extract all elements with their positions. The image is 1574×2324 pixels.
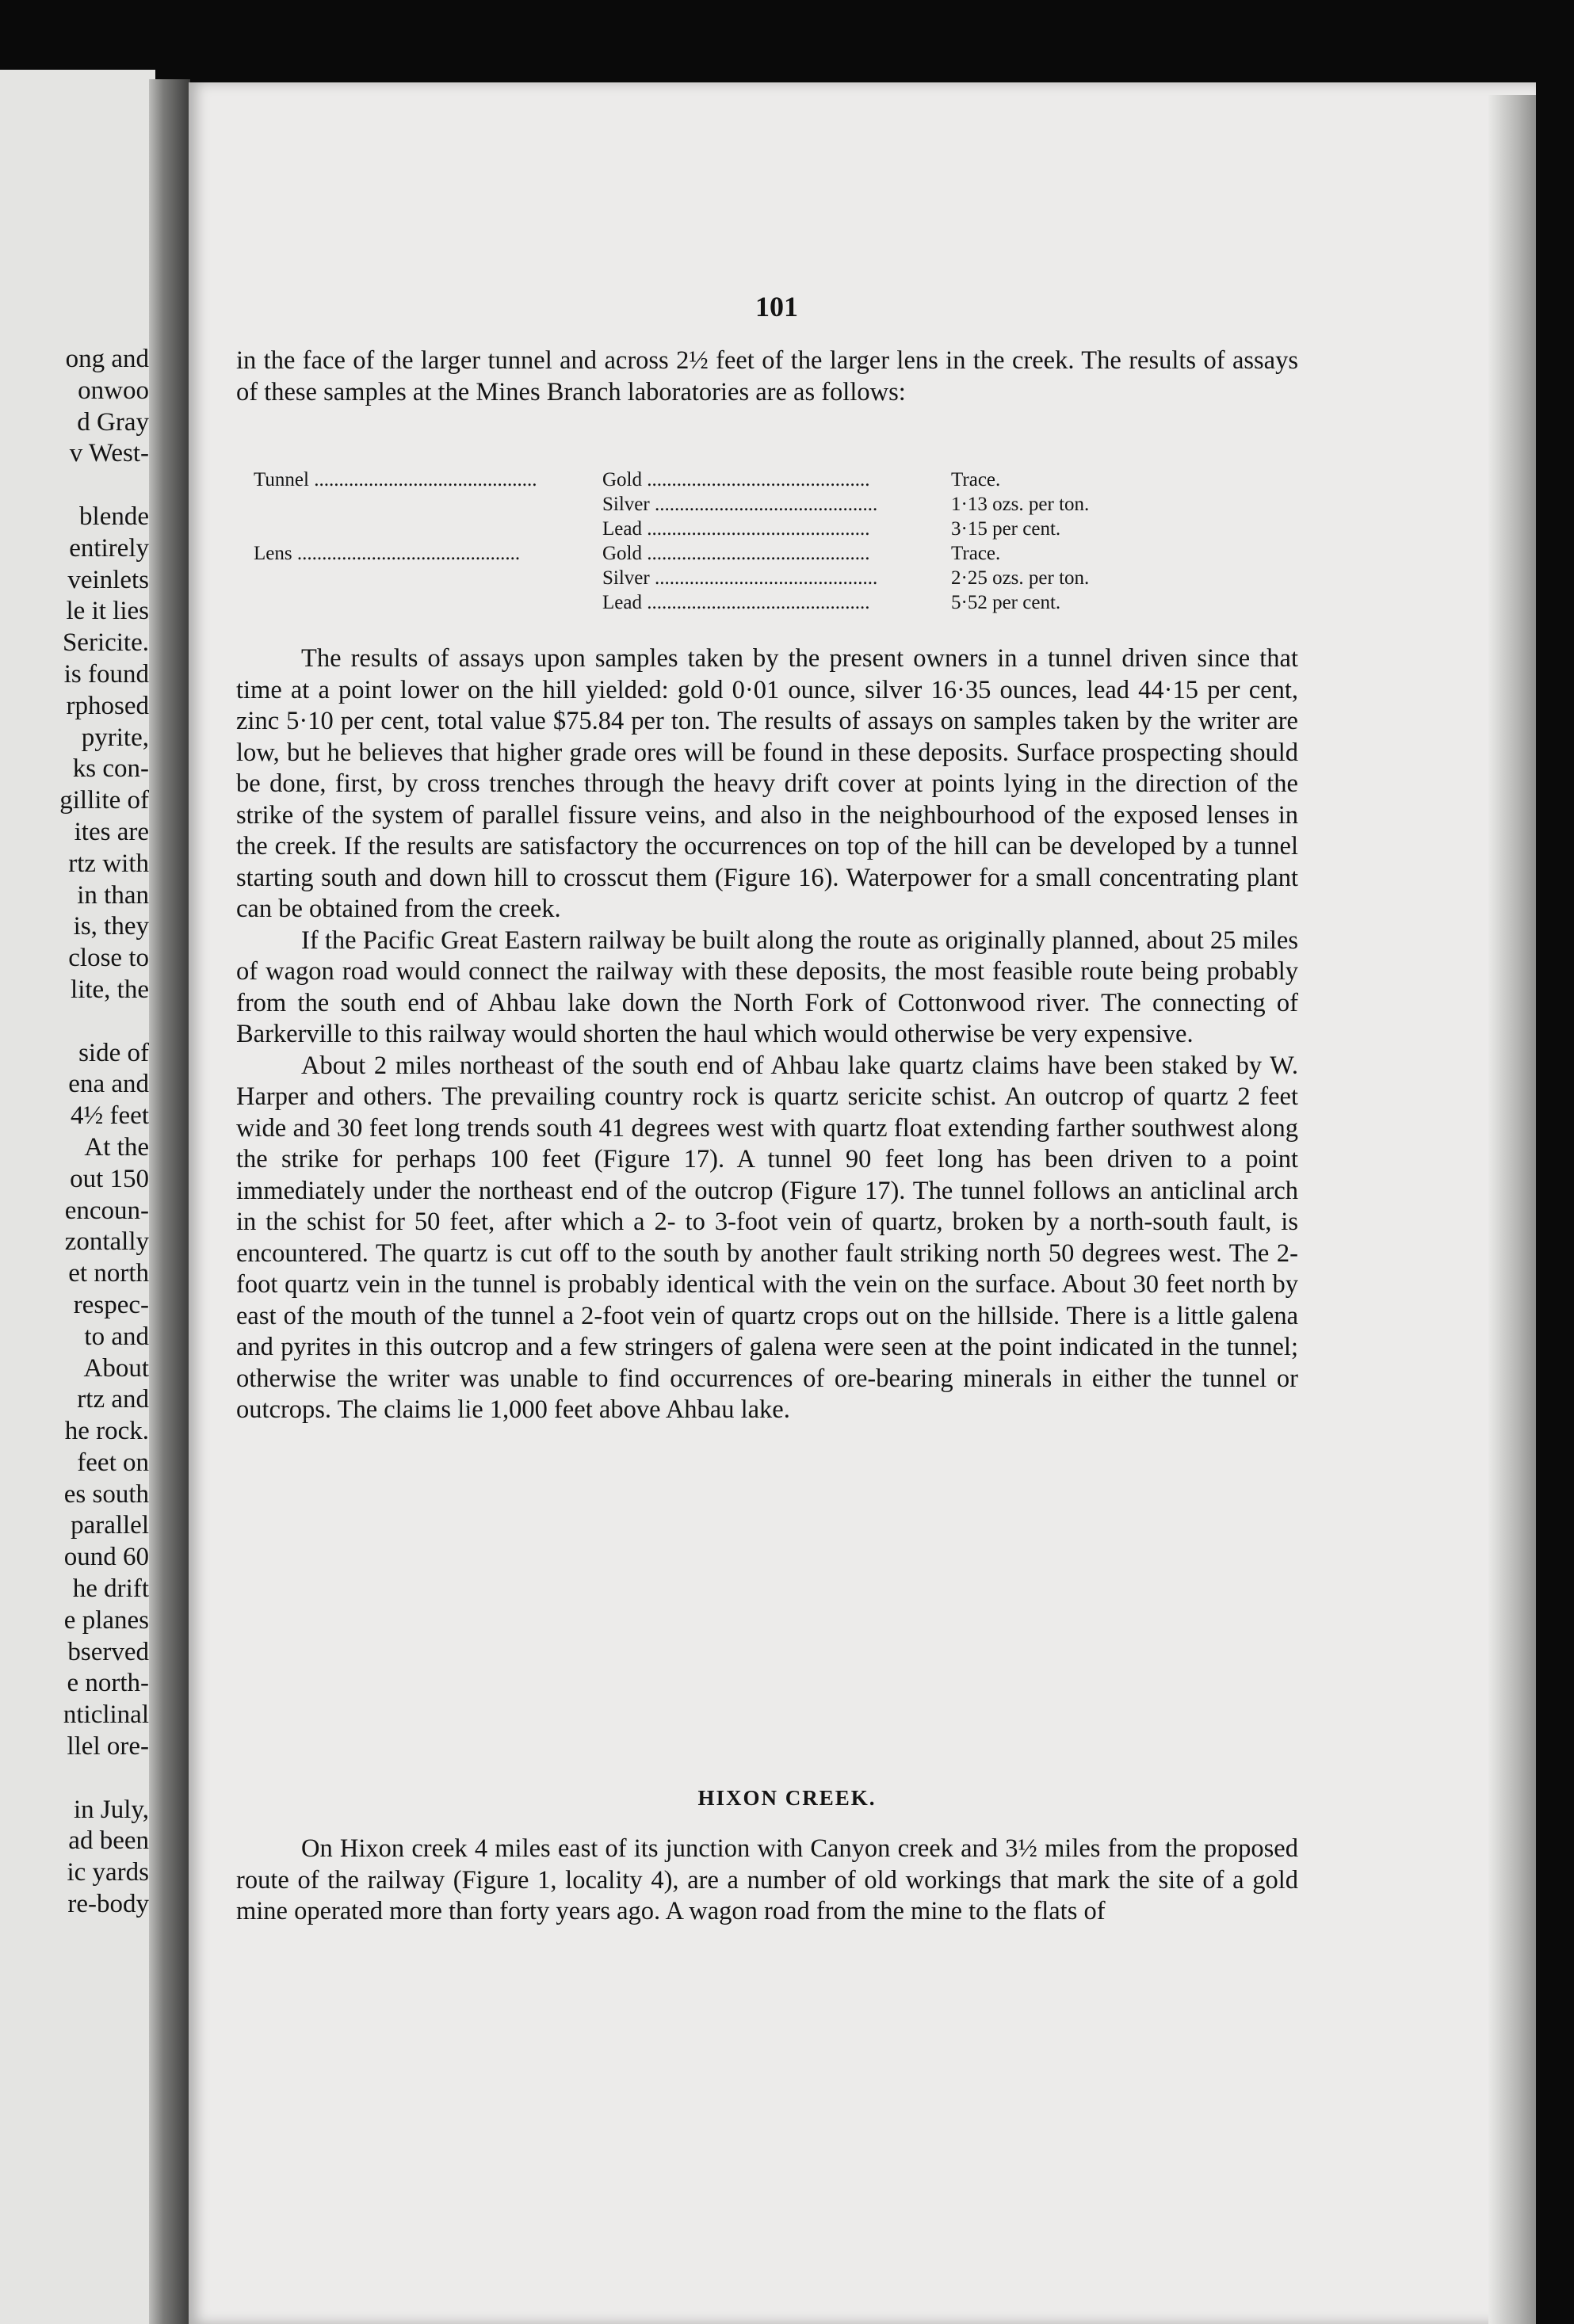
left-page-line: rtz and bbox=[77, 1385, 149, 1414]
assay-row bbox=[254, 590, 1205, 615]
assay-result: 3·15 per cent. bbox=[951, 518, 1061, 540]
left-page-line: onwoo bbox=[78, 376, 149, 405]
assay-sample bbox=[254, 517, 602, 541]
left-page-line: ad been bbox=[68, 1826, 149, 1856]
assay-result: Trace. bbox=[951, 469, 1001, 490]
assay-metal: Silver ............................................. bbox=[602, 567, 878, 589]
left-page-line: zontally bbox=[64, 1227, 149, 1257]
assay-row bbox=[254, 566, 1205, 590]
left-page-line: ound 60 bbox=[63, 1543, 149, 1572]
left-page-line: parallel bbox=[71, 1511, 149, 1540]
left-page-line: ic yards bbox=[67, 1858, 149, 1887]
paragraph: On Hixon creek 4 miles east of its junction with Canyon creek and 3½ miles from the proposed route of the railway (Figure 1, locality 4), are a number of old workings that mark the site of a gold mine operated more than forty years ago. A wagon road from the mine to the flats of bbox=[236, 1834, 1298, 1925]
left-page-line: rphosed bbox=[66, 691, 149, 720]
left-page-line: respec- bbox=[73, 1290, 149, 1319]
left-page-line: re-body bbox=[67, 1890, 149, 1919]
left-page-line: out 150 bbox=[70, 1164, 149, 1193]
assay-metal: Gold ............................................. bbox=[602, 543, 870, 564]
left-page-line: he rock. bbox=[64, 1417, 149, 1446]
body-text bbox=[236, 643, 1298, 1426]
left-page-line: side of bbox=[78, 1038, 149, 1067]
page-number: 101 bbox=[755, 291, 798, 322]
assay-sample bbox=[254, 566, 602, 590]
left-page-line: ites are bbox=[74, 817, 149, 846]
assay-result: 1·13 ozs. per ton. bbox=[951, 494, 1090, 515]
left-page-line: le it lies bbox=[66, 597, 149, 626]
assay-sample bbox=[254, 590, 602, 615]
assay-row bbox=[254, 541, 1205, 566]
left-page-line: encoun- bbox=[64, 1196, 149, 1225]
left-page-line bbox=[0, 470, 149, 502]
left-facing-page bbox=[0, 70, 155, 2324]
left-page-line: nticlinal bbox=[63, 1700, 149, 1730]
left-page-line: pyrite, bbox=[81, 723, 149, 752]
assay-metal: Lead ............................................. bbox=[602, 592, 870, 613]
assay-metal: Gold ............................................. bbox=[602, 469, 870, 490]
left-page-line: e planes bbox=[63, 1605, 149, 1635]
left-page-line: he drift bbox=[72, 1574, 149, 1604]
left-page-line: in July, bbox=[73, 1795, 149, 1824]
assay-result: Trace. bbox=[951, 543, 1001, 564]
left-page-line: veinlets bbox=[67, 565, 149, 594]
page-edge-shadow bbox=[1488, 95, 1536, 2324]
paragraph: The results of assays upon samples taken by the present owners in a tunnel driven since that time at a point lower on the hill yielded: gold 0·01 ounce, silver 16·35 ounces, lead 44·15 per cent, zinc 5·10 per cent, total value $75.84 per ton. The results of assays on samples taken by the writer are low, but he believes that higher grade ores will be found in these deposits. Surface prospecting should be done, first, by cross trenches through the heavy drift cover at points lying in the direction of the strike of the system of parallel fissure veins, and also in the neighbourhood of the exposed lenses in the creek. If the results are satisfactory the occurrences on top of the hill can be developed by a tunnel starting south and down hill to crosscut them (Figure 16). Waterpower for a small concentrating plant can be obtained from the creek. bbox=[236, 644, 1298, 923]
left-page-line: feet on bbox=[77, 1448, 149, 1477]
assay-result: 2·25 ozs. per ton. bbox=[951, 567, 1090, 589]
left-page-line: bserved bbox=[67, 1637, 149, 1666]
assay-row bbox=[254, 467, 1205, 492]
left-page-line: d Gray bbox=[77, 407, 149, 437]
left-page-line: e north- bbox=[67, 1669, 149, 1698]
left-page-line: ena and bbox=[68, 1070, 149, 1099]
left-page-line: to and bbox=[84, 1322, 149, 1351]
left-page-line: lite, the bbox=[71, 975, 149, 1004]
assay-sample bbox=[254, 492, 602, 517]
book-gutter bbox=[149, 79, 190, 2324]
left-page-line: close to bbox=[68, 944, 149, 973]
left-page-line: llel ore- bbox=[67, 1732, 149, 1761]
left-page-line: ong and bbox=[65, 345, 149, 373]
assay-table bbox=[254, 467, 1205, 615]
left-page-line: rtz with bbox=[68, 849, 149, 878]
paragraph: About 2 miles northeast of the south end of Ahbau lake quartz claims have been staked by W. Harper and others. The prevailing country rock is quartz sericite schist. An outcrop of quartz 2 feet wide and 30 feet long trends south 41 degrees west with quartz float extending farther southwest along the strike for perhaps 100 feet (Figure 17). A tunnel 90 feet long has been driven to a point immediately under the northeast end of the outcrop (Figure 17). The tunnel follows an anticlinal arch in the schist for 50 feet, after which a 2- to 3-foot vein of quartz, broken by a north-south fault, is encountered. The quartz is cut off to the south by another fault striking north 50 degrees west. The 2-foot quartz vein in the tunnel is probably identical with the vein on the surface. About 30 feet north by east of the mouth of the tunnel a 2-foot vein of quartz crops out on the hillside. There is a little galena and pyrites in this outcrop and a few stringers of galena were seen at the point indicated in the tunnel; otherwise the writer was unable to find occurrences of ore-bearing minerals in either the tunnel or outcrops. The claims lie 1,000 feet above Ahbau lake. bbox=[236, 1051, 1298, 1424]
intro-text: in the face of the larger tunnel and across 2½ feet of the larger lens in the creek. The results of assays of these samples at the Mines Branch laboratories are as follows: bbox=[236, 346, 1298, 406]
assay-sample: Lens ............................................. bbox=[254, 543, 521, 564]
left-page-line: 4½ feet bbox=[71, 1101, 149, 1131]
left-page-line: in than bbox=[77, 880, 149, 910]
left-page-line: blende bbox=[79, 502, 149, 531]
section-heading: HIXON CREEK. bbox=[697, 1786, 877, 1810]
left-page-line: Sericite. bbox=[62, 628, 149, 658]
left-page-line: et north bbox=[68, 1259, 149, 1288]
left-page-line: gillite of bbox=[59, 786, 149, 815]
paragraph: If the Pacific Great Eastern railway be built along the route as originally planned, about 25 miles of wagon road would connect the railway with these deposits, the most feasible route being probably from the south end of Ahbau lake down the North Fork of Cottonwood river. The connecting of Barkerville to this railway would shorten the haul which would otherwise be very expensive. bbox=[236, 925, 1298, 1048]
left-page-line: is found bbox=[63, 659, 149, 689]
left-page-line: About bbox=[83, 1353, 149, 1383]
left-page-line: At the bbox=[84, 1132, 149, 1162]
intro-paragraph bbox=[236, 345, 1298, 408]
assay-result: 5·52 per cent. bbox=[951, 592, 1061, 613]
left-page-text bbox=[0, 344, 149, 1921]
left-page-line bbox=[0, 1006, 149, 1038]
hixon-section bbox=[236, 1834, 1298, 1928]
assay-metal: Lead ............................................. bbox=[602, 518, 870, 540]
left-page-line: v West- bbox=[69, 439, 149, 468]
left-page-line: es south bbox=[63, 1479, 149, 1509]
assay-sample: Tunnel ............................................. bbox=[254, 469, 537, 490]
assay-row bbox=[254, 492, 1205, 517]
left-page-line: is, they bbox=[73, 912, 149, 941]
left-page-line: entirely bbox=[69, 533, 149, 563]
left-page-line: ks con- bbox=[72, 754, 149, 784]
assay-metal: Silver ............................................. bbox=[602, 494, 878, 515]
assay-row bbox=[254, 517, 1205, 541]
